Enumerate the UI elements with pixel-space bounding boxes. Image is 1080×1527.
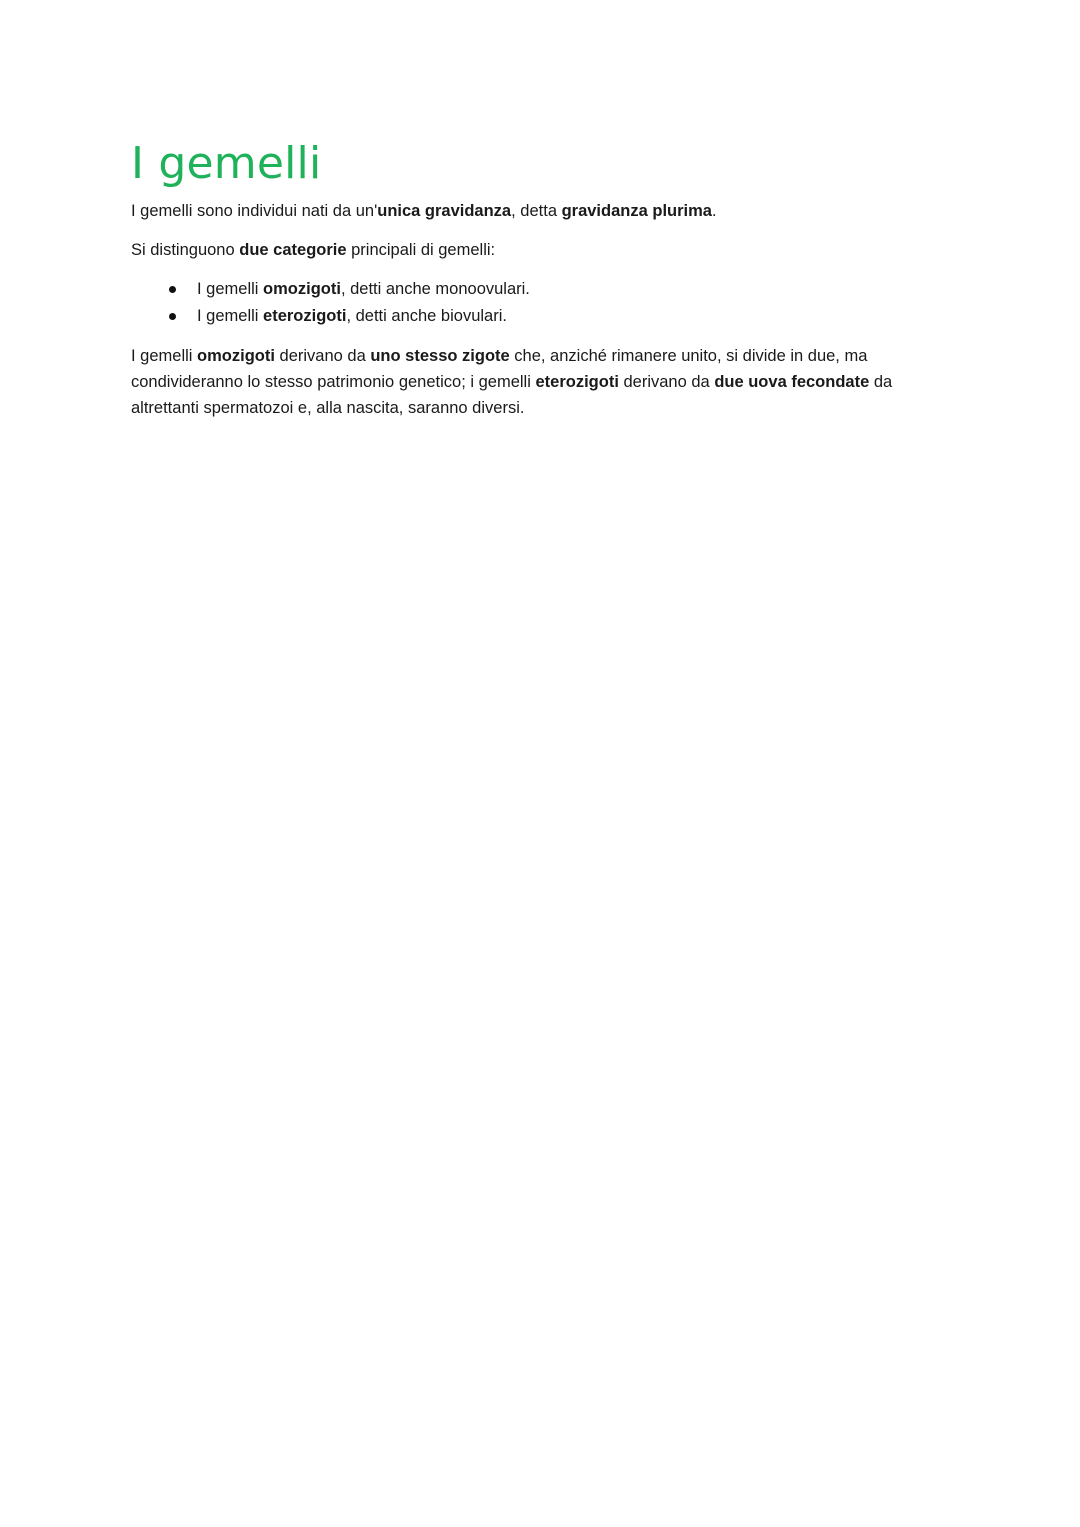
bold-text: unica gravidanza [377,202,512,220]
twin-types-list [131,276,961,330]
list-item [131,276,961,303]
bold-text: omozigoti [197,347,275,365]
intro-paragraph: I gemelli sono individui nati da un'unica gravidanza, detta gravidanza plurima. [131,202,717,220]
bullet-icon [169,313,176,320]
bold-text: eterozigoti [535,373,619,391]
bullet-icon [169,286,176,293]
bold-text: uno stesso zigote [370,347,510,365]
bold-text: due uova fecondate [714,373,870,391]
bold-text: due categorie [239,241,347,259]
document-body [131,136,961,434]
list-item [131,303,961,330]
bold-text: omozigoti [263,280,341,298]
list-item-text: I gemelli eterozigoti, detti anche biovulari. [197,307,507,325]
page-title: I gemelli [131,138,322,189]
list-item-text: I gemelli omozigoti, detti anche monoovulari. [197,280,530,298]
categories-paragraph: Si distinguono due categorie principali di gemelli: [131,241,496,259]
bold-text: gravidanza plurima [561,202,712,220]
bold-text: eterozigoti [263,307,347,325]
explanation-paragraph: I gemelli omozigoti derivano da uno stesso zigote che, anziché rimanere unito, si divide in due, ma condivideranno lo stesso patrimonio genetico; i gemelli eterozigoti derivano da due uova fecondate da altrettanti spermatozoi e, alla nascita, saranno diversi. [131,347,893,417]
